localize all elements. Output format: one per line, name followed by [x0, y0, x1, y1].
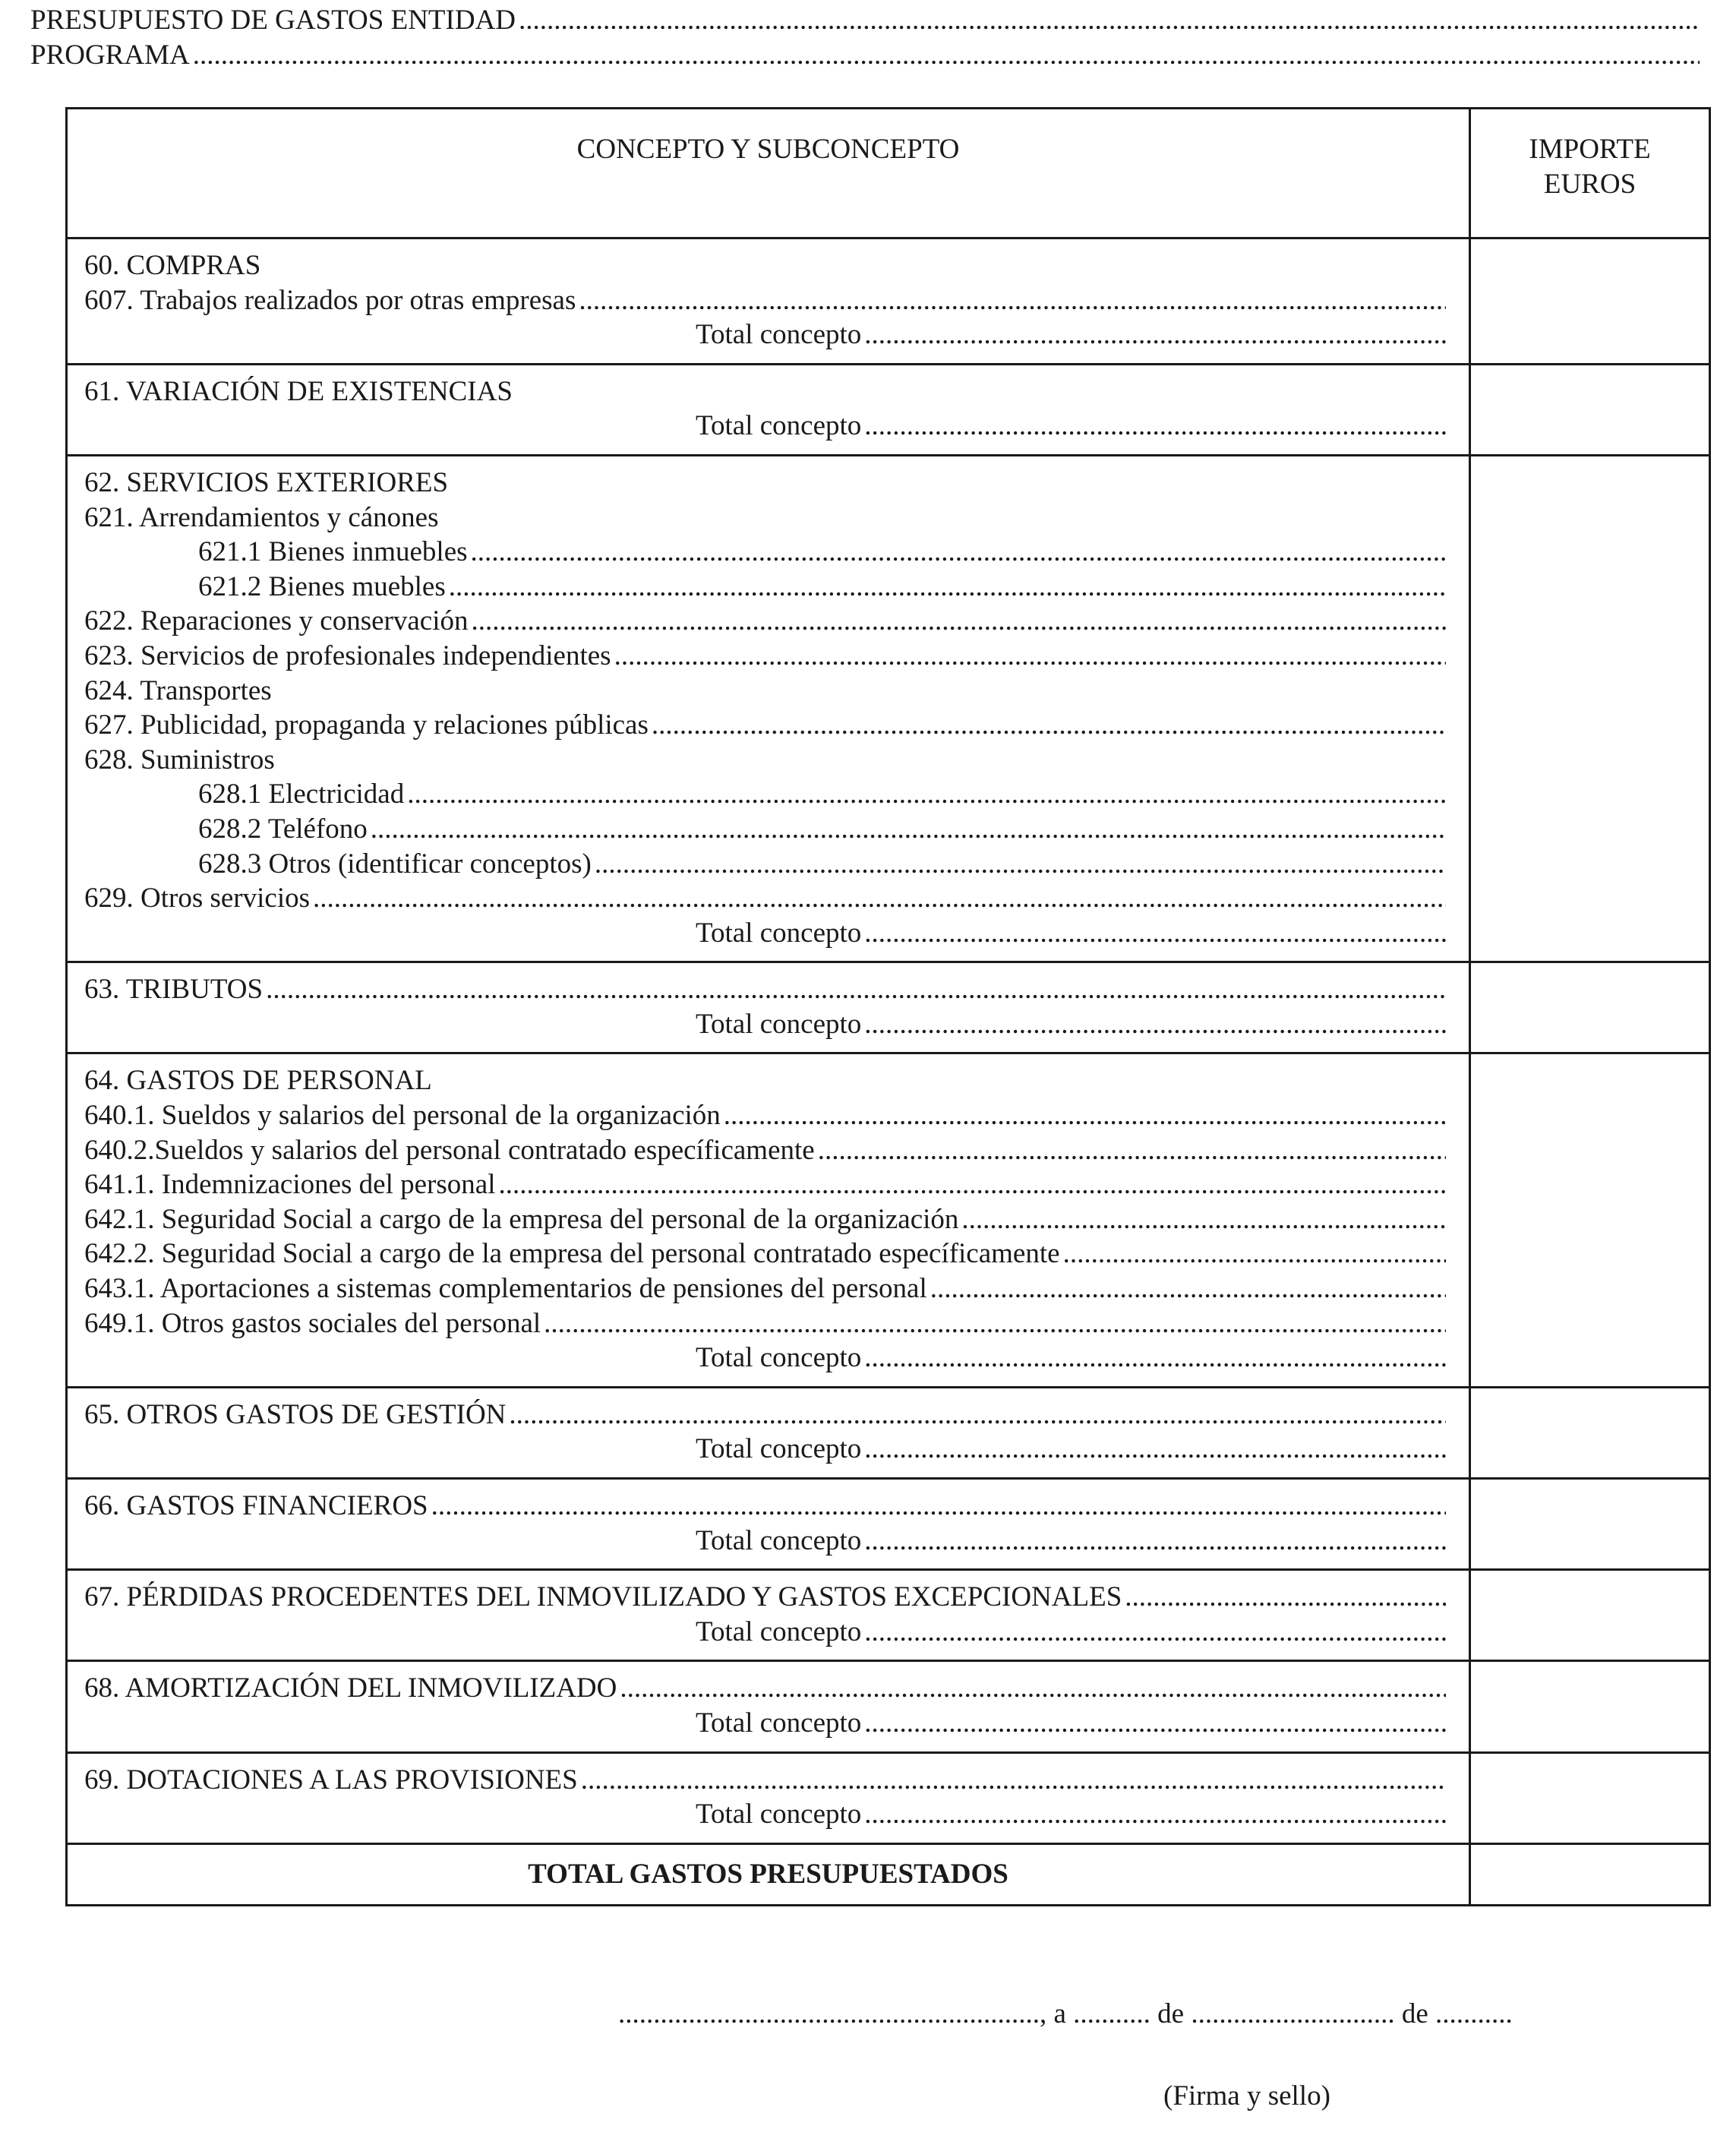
date-line[interactable]: ............................................................, a ........... de ............................. de ........... — [618, 1998, 1513, 2029]
table-row-61 — [67, 364, 1710, 455]
total-concept: Total concepto ..... — [84, 916, 1446, 951]
section-title: 68. AMORTIZACIÓN DEL INMOVILIZADO ..... — [84, 1671, 1446, 1706]
amount-cell-66[interactable] — [1470, 1479, 1710, 1570]
section-title: 63. TRIBUTOS ..... — [84, 972, 1446, 1007]
section-66 — [67, 1479, 1470, 1570]
section-title: 66. GASTOS FINANCIEROS ..... — [84, 1489, 1446, 1524]
line-item: 629. Otros servicios ..... — [84, 881, 1446, 916]
line-item: 641.1. Indemnizaciones del personal ..... — [84, 1167, 1446, 1202]
section-64 — [67, 1053, 1470, 1387]
section-title: 65. OTROS GASTOS DE GESTIÓN ..... — [84, 1398, 1446, 1432]
line-item: 628. Suministros — [84, 744, 275, 775]
table-row-64 — [67, 1053, 1710, 1387]
line-item: 640.2.Sueldos y salarios del personal contratado específicamente ..... — [84, 1133, 1446, 1168]
amount-cell-63[interactable] — [1470, 962, 1710, 1053]
section-62 — [67, 455, 1470, 962]
table-row-68 — [67, 1661, 1710, 1752]
grand-total-amount[interactable] — [1470, 1843, 1710, 1905]
total-concept: Total concepto ..... — [84, 1615, 1446, 1650]
line-item: 624. Transportes — [84, 674, 272, 706]
amount-cell-64[interactable] — [1470, 1053, 1710, 1387]
amount-cell-68[interactable] — [1470, 1661, 1710, 1752]
amount-cell-60[interactable] — [1470, 238, 1710, 365]
grand-total-label: TOTAL GASTOS PRESUPUESTADOS — [67, 1843, 1470, 1905]
table-row-63 — [67, 962, 1710, 1053]
section-61 — [67, 364, 1470, 455]
table-row-69 — [67, 1752, 1710, 1843]
program-line — [30, 38, 1700, 73]
amount-cell-61[interactable] — [1470, 364, 1710, 455]
section-63 — [67, 962, 1470, 1053]
amount-cell-65[interactable] — [1470, 1387, 1710, 1478]
line-item: 622. Reparaciones y conservación ..... — [84, 604, 1446, 639]
program-label: PROGRAMA — [30, 39, 190, 71]
section-title: 61. VARIACIÓN DE EXISTENCIAS — [84, 375, 513, 407]
table-row-67 — [67, 1570, 1710, 1661]
line-item: 640.1. Sueldos y salarios del personal de la organización ..... — [84, 1098, 1446, 1133]
header-amount-line2: EUROS — [1543, 169, 1637, 200]
table-row-60 — [67, 238, 1710, 365]
line-item: 621.2 Bienes muebles ..... — [84, 570, 1446, 605]
amount-cell-67[interactable] — [1470, 1570, 1710, 1661]
signature-label: (Firma y sello) — [1163, 2080, 1330, 2111]
budget-table — [65, 107, 1711, 1906]
section-title: 69. DOTACIONES A LAS PROVISIONES ..... — [84, 1763, 1446, 1798]
header-concept-label: CONCEPTO Y SUBCONCEPTO — [576, 134, 960, 165]
total-concept: Total concepto ..... — [84, 1007, 1446, 1042]
total-concept: Total concepto ..... — [84, 1524, 1446, 1559]
line-item: 628.2 Teléfono ..... — [84, 812, 1446, 847]
section-69 — [67, 1752, 1470, 1843]
section-65 — [67, 1387, 1470, 1478]
section-67 — [67, 1570, 1470, 1661]
total-concept: Total concepto ..... — [84, 1432, 1446, 1467]
section-title: 62. SERVICIOS EXTERIORES — [84, 466, 449, 498]
amount-cell-62[interactable] — [1470, 455, 1710, 962]
table-row-62 — [67, 455, 1710, 962]
total-concept: Total concepto ..... — [84, 1341, 1446, 1376]
section-title: 64. GASTOS DE PERSONAL — [84, 1065, 432, 1097]
line-item: 623. Servicios de profesionales independientes ..... — [84, 639, 1446, 674]
section-60 — [67, 238, 1470, 365]
program-fill-line[interactable] — [193, 38, 1700, 73]
entity-label: PRESUPUESTO DE GASTOS ENTIDAD — [30, 5, 516, 36]
total-concept: Total concepto ..... — [84, 1706, 1446, 1741]
section-title: 60. COMPRAS — [84, 250, 261, 281]
line-item: 643.1. Aportaciones a sistemas complementarios de pensiones del personal ..... — [84, 1271, 1446, 1306]
line-item: 642.2. Seguridad Social a cargo de la empresa del personal contratado específicamente ..... — [84, 1237, 1446, 1271]
line-item: 621.1 Bienes inmuebles ..... — [84, 535, 1446, 570]
line-item: 607. Trabajos realizados por otras empresas ..... — [84, 283, 1446, 318]
table-row-grand-total — [67, 1843, 1710, 1905]
total-concept: Total concepto ..... — [84, 317, 1446, 352]
line-item: 642.1. Seguridad Social a cargo de la empresa del personal de la organización ..... — [84, 1202, 1446, 1237]
entity-fill-line[interactable] — [519, 3, 1700, 38]
total-concept: Total concepto ..... — [84, 1797, 1446, 1832]
header-concept — [67, 109, 1470, 238]
total-concept: Total concepto ..... — [84, 409, 1446, 444]
section-68 — [67, 1661, 1470, 1752]
header-amount-line1: IMPORTE — [1529, 134, 1651, 165]
amount-cell-69[interactable] — [1470, 1752, 1710, 1843]
line-item: 628.3 Otros (identificar conceptos) ..... — [84, 847, 1446, 882]
header-amount — [1470, 109, 1710, 238]
section-title: 67. PÉRDIDAS PROCEDENTES DEL INMOVILIZADO Y GASTOS EXCEPCIONALES ..... — [84, 1580, 1446, 1615]
entity-line — [30, 3, 1700, 38]
table-row-65 — [67, 1387, 1710, 1478]
line-item: 649.1. Otros gastos sociales del personal ..... — [84, 1306, 1446, 1341]
line-item: 628.1 Electricidad ..... — [84, 777, 1446, 812]
table-header-row — [67, 109, 1710, 238]
line-item: 621. Arrendamientos y cánones — [84, 501, 439, 533]
line-item: 627. Publicidad, propaganda y relaciones públicas ..... — [84, 708, 1446, 743]
table-row-66 — [67, 1479, 1710, 1570]
